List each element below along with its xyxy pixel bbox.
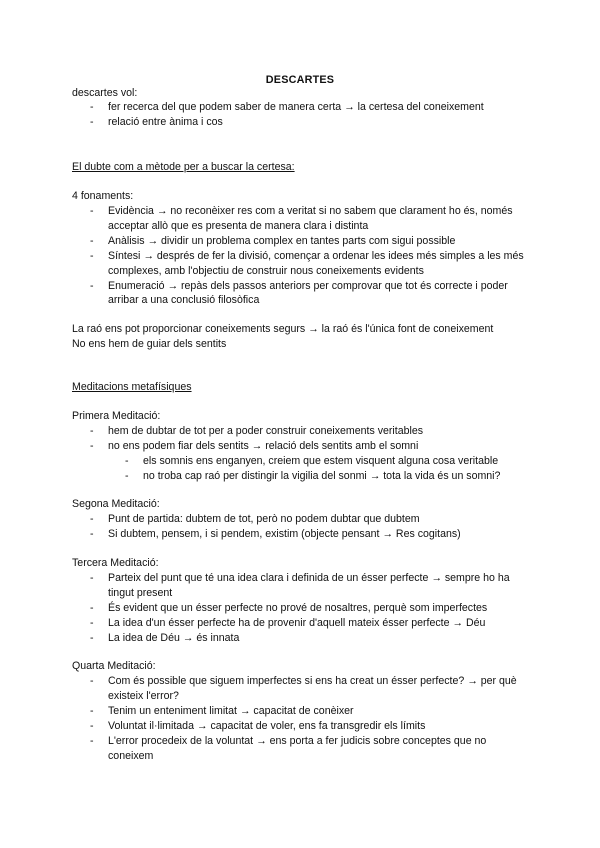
- list-item: - L'error procedeix de la voluntat → ens porta a fer judicis sobre conceptes que no coneixem: [90, 735, 487, 762]
- list-item: - fer recerca del que podem saber de manera certa → la certesa del coneixement: [90, 101, 484, 113]
- list-item: - Síntesi → després de fer la divisió, començar a ordenar les idees més simples a les més complexes, amb l'objectiu de construir nous coneixements evidents: [90, 249, 524, 277]
- intro-heading: descartes vol:: [72, 87, 138, 99]
- meditacio-3-heading: Tercera Meditació:: [72, 557, 159, 569]
- section-heading-meditacions: Meditacions metafísiques: [72, 381, 192, 393]
- list-item: - La idea d'un ésser perfecte ha de provenir d'aquell mateix ésser perfecte → Déu: [90, 616, 486, 629]
- list-item: - Anàlisis → dividir un problema complex en tantes parts com sigui possible: [90, 234, 456, 247]
- list-item: - Punt de partida: dubtem de tot, però no podem dubtar que dubtem: [90, 513, 420, 525]
- list-item: - Com és possible que siguem imperfectes si ens ha creat un ésser perfecte? → per què existeix l'error?: [90, 675, 517, 702]
- meditacio-3-list: [90, 571, 528, 646]
- meditacio-2-list: [90, 512, 528, 542]
- list-item: - no ens podem fiar dels sentits → relació dels sentits amb el somni: [90, 440, 419, 453]
- document-title: DESCARTES: [265, 74, 335, 86]
- list-item: - hem de dubtar de tot per a poder construir coneixements veritables: [90, 425, 424, 437]
- meditacio-1-heading: Primera Meditació:: [72, 410, 161, 422]
- list-item: - no troba cap raó per distingir la vigilia del sonmi → tota la vida és un somni?: [125, 470, 501, 483]
- list-item: - Parteix del punt que té una idea clara i definida de un ésser perfecte → sempre ho ha tingut present: [90, 572, 510, 599]
- list-item: - És evident que un ésser perfecte no prové de nosaltres, perquè som imperfectes: [90, 601, 488, 614]
- paragraph-sentits: No ens hem de guiar dels sentits: [72, 338, 227, 350]
- paragraph-rao: La raó ens pot proporcionar coneixements segurs → la raó és l'única font de coneixement: [72, 323, 494, 335]
- section-heading-dubte: El dubte com a mètode per a buscar la certesa:: [72, 161, 295, 173]
- list-item: - Voluntat il·limitada → capacitat de voler, ens fa transgredir els límits: [90, 719, 426, 732]
- fonaments-list: [90, 204, 528, 309]
- fonaments-heading: 4 fonaments:: [72, 190, 134, 202]
- meditacio-4-heading: Quarta Meditació:: [72, 660, 156, 672]
- list-item: - Si dubtem, pensem, i si pendem, existim (objecte pensant → Res cogitans): [90, 528, 461, 541]
- list-item: - relació entre ànima i cos: [90, 116, 223, 129]
- list-item: - Tenim un enteniment limitat → capacitat de conèixer: [90, 704, 354, 717]
- list-item: - els somnis ens enganyen, creiem que estem visquent alguna cosa veritable: [125, 455, 499, 467]
- list-item: - Evidència → no reconèixer res com a veritat si no sabem que clarament ho és, només acceptar allò que es presenta de manera clara i distinta: [90, 205, 513, 232]
- meditacio-1-list: [90, 424, 528, 454]
- list-item: - Enumeració → repàs dels passos anteriors per comprovar que tot és correcte i poder arribar a una conclusió filosòfica: [90, 279, 508, 307]
- meditacio-4-list: [90, 674, 528, 764]
- list-item: - La idea de Déu → és innata: [90, 632, 240, 645]
- meditacio-2-heading: Segona Meditació:: [72, 498, 160, 510]
- meditacio-1-sublist: [125, 454, 543, 484]
- intro-list: [90, 100, 528, 130]
